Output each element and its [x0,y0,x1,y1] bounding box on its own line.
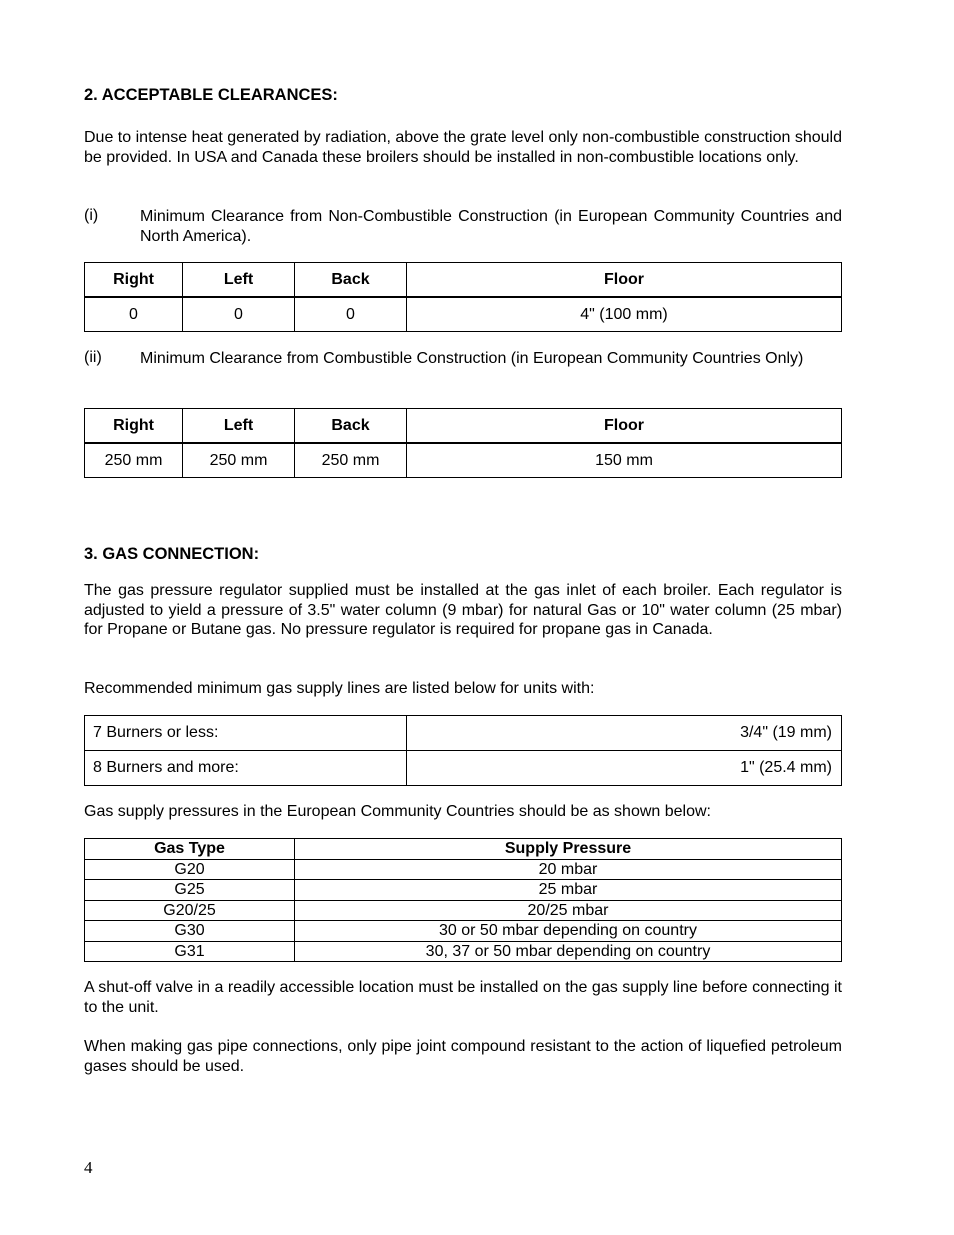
header-back: Back [295,263,407,298]
supply-lines-intro: Recommended minimum gas supply lines are listed below for units with: [84,680,595,697]
gas-type: G31 [85,941,295,962]
section-3-intro: The gas pressure regulator supplied must be installed at the gas inlet of each broiler. Each regulator is adjusted to yield a pressure of 3.5" water column (9 mbar) for natural Gas or 10" water column (25 mbar) for Propane or Butane gas. No pressure regulator is required for propane gas in Canada. [84,582,842,639]
table-row [85,880,842,901]
item-2-text: Minimum Clearance from Combustible Construction (in European Community Countries Only) [140,350,804,367]
table-row [85,716,842,751]
gas-type: G20 [85,859,295,880]
value-left: 0 [183,297,295,332]
item-1-text: Minimum Clearance from Non-Combustible Construction (in European Community Countries and North America). [140,208,842,245]
section-2-intro: Due to intense heat generated by radiation, above the grate level only non-combustible construction should be provided. In USA and Canada these broilers should be installed in non-combustible locations only. [84,129,842,166]
shutoff-valve-note: A shut-off valve in a readily accessible location must be installed on the gas supply line before connecting it to the unit. [84,979,842,1016]
supply-pressure: 20 mbar [295,859,842,880]
gas-type: G20/25 [85,900,295,921]
supply-line-value: 1" (25.4 mm) [407,751,842,786]
table-row [85,921,842,942]
value-floor: 4" (100 mm) [407,297,842,332]
header-floor: Floor [407,263,842,298]
supply-pressure: 30, 37 or 50 mbar depending on country [295,941,842,962]
combustible-clearance-table [84,408,842,478]
table-row [85,751,842,786]
table-row [85,900,842,921]
non-combustible-clearance-table [84,262,842,332]
supply-pressure: 30 or 50 mbar depending on country [295,921,842,942]
item-1-label: (i) [84,207,99,224]
item-2-label: (ii) [84,349,102,366]
value-back: 0 [295,297,407,332]
supply-line-label: 7 Burners or less: [85,716,407,751]
table-row [85,941,842,962]
header-left: Left [183,263,295,298]
value-back: 250 mm [295,443,407,478]
section-3-heading: 3. GAS CONNECTION: [84,545,260,563]
table-row [85,443,842,478]
header-left: Left [183,409,295,444]
supply-line-value: 3/4" (19 mm) [407,716,842,751]
gas-pressure-table [84,838,842,962]
header-floor: Floor [407,409,842,444]
value-left: 250 mm [183,443,295,478]
header-back: Back [295,409,407,444]
supply-pressure: 25 mbar [295,880,842,901]
header-right: Right [85,409,183,444]
supply-line-label: 8 Burners and more: [85,751,407,786]
header-supply-pressure: Supply Pressure [295,839,842,860]
section-2-heading: 2. ACCEPTABLE CLEARANCES: [84,86,338,104]
header-gas-type: Gas Type [85,839,295,860]
gas-supply-lines-table [84,715,842,786]
header-right: Right [85,263,183,298]
value-floor: 150 mm [407,443,842,478]
gas-type: G25 [85,880,295,901]
pressure-intro: Gas supply pressures in the European Community Countries should be as shown below: [84,803,711,820]
table-row [85,859,842,880]
gas-type: G30 [85,921,295,942]
value-right: 0 [85,297,183,332]
page-number: 4 [84,1158,93,1177]
pipe-compound-note: When making gas pipe connections, only pipe joint compound resistant to the action of liquefied petroleum gases should be used. [84,1038,842,1075]
supply-pressure: 20/25 mbar [295,900,842,921]
value-right: 250 mm [85,443,183,478]
table-row [85,297,842,332]
